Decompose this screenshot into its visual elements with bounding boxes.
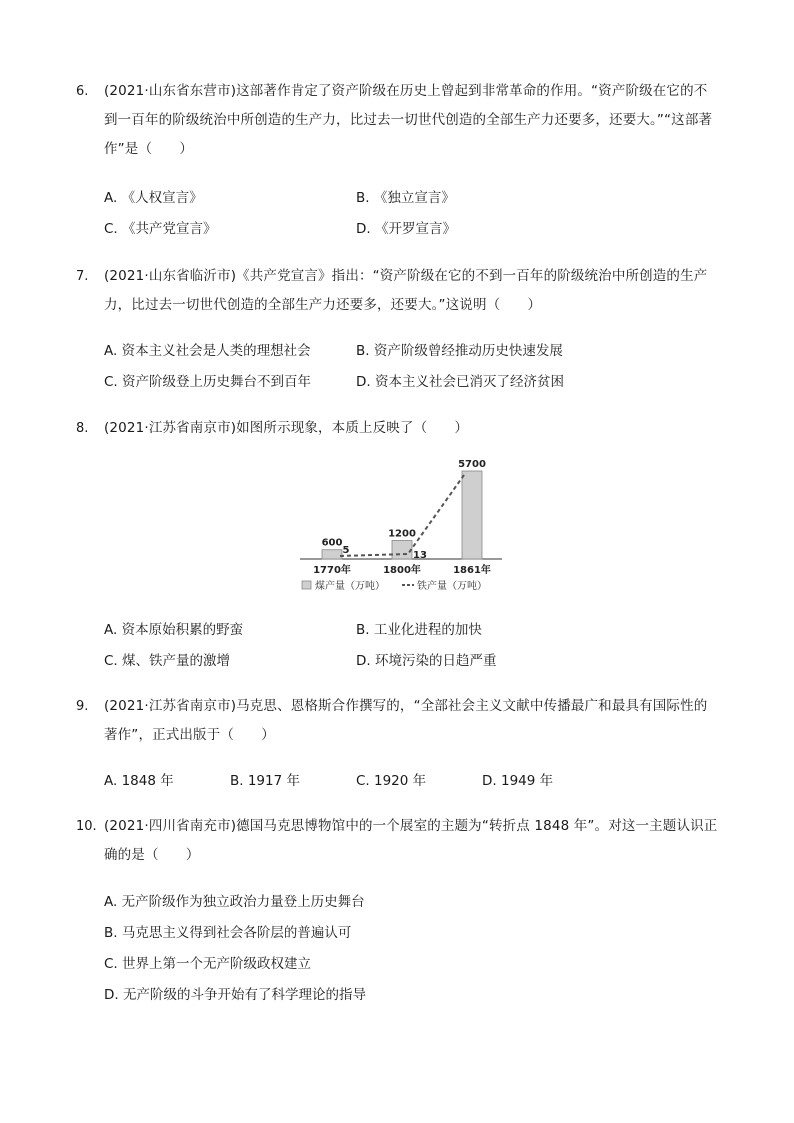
coal-bar <box>392 540 412 559</box>
question-number: 6. <box>76 84 89 99</box>
question-number: 10. <box>76 819 97 834</box>
option-b[interactable]: B. 资产阶级曾经推动历史快速发展 <box>356 343 563 359</box>
question-stem: (2021·四川省南充市)德国马克思博物馆中的一个展室的主题为“转折点 1848 年”。对这一主题认识正确的是（ ） <box>104 818 718 863</box>
option-c[interactable]: C. 《共产党宣言》 <box>104 221 217 237</box>
coal-data-label: 5700 <box>458 459 486 470</box>
iron-data-label: 13 <box>413 550 427 561</box>
coal-bar <box>462 471 482 559</box>
coal-data-label: 1200 <box>388 528 416 540</box>
option-a[interactable]: A. 资本原始积累的野蛮 <box>104 622 244 638</box>
option-d[interactable]: D. 1949 年 <box>482 773 554 789</box>
option-c[interactable]: C. 煤、铁产量的激增 <box>104 653 231 669</box>
iron-data-label: 5 <box>342 545 350 556</box>
coal-data-label: 600 <box>321 537 343 549</box>
coal-iron-chart <box>296 456 502 608</box>
category-label: 1861年 <box>453 565 491 576</box>
category-label: 1770年 <box>313 565 351 576</box>
option-a[interactable]: A. 《人权宣言》 <box>104 190 203 206</box>
option-b[interactable]: B. 工业化进程的加快 <box>356 622 482 638</box>
option-d[interactable]: D. 无产阶级的斗争开始有了科学理论的指导 <box>104 987 366 1003</box>
question-number: 8. <box>76 421 89 436</box>
legend-iron-label: 铁产量（万吨） <box>417 581 487 592</box>
question-stem: (2021·山东省临沂市)《共产党宣言》指出：“资产阶级在它的不到一百年的阶级统治中所创造的生产力，比过去一切世代创造的全部生产力还要多，还要大。”这说明（ ） <box>104 268 708 313</box>
option-d[interactable]: D. 《开罗宣言》 <box>356 221 456 237</box>
option-c[interactable]: C. 1920 年 <box>356 773 427 789</box>
coal-bar <box>322 550 342 559</box>
legend-coal-label: 煤产量（万吨） <box>315 581 385 592</box>
option-a[interactable]: A. 资本主义社会是人类的理想社会 <box>104 343 311 359</box>
option-d[interactable]: D. 资本主义社会已消灭了经济贫困 <box>356 374 564 390</box>
chart-svg <box>296 456 502 608</box>
option-a[interactable]: A. 无产阶级作为独立政治力量登上历史舞台 <box>104 894 365 910</box>
question-stem: (2021·江苏省南京市)如图所示现象，本质上反映了（ ） <box>104 420 469 436</box>
option-b[interactable]: B. 马克思主义得到社会各阶层的普遍认可 <box>104 925 352 941</box>
question-stem: (2021·江苏省南京市)马克思、恩格斯合作撰写的，“全部社会主义文献中传播最广和最具有国际性的著作”，正式出版于（ ） <box>104 698 708 743</box>
option-b[interactable]: B. 1917 年 <box>230 773 300 789</box>
question-number: 9. <box>76 699 89 714</box>
option-a[interactable]: A. 1848 年 <box>104 773 174 789</box>
option-c[interactable]: C. 资产阶级登上历史舞台不到百年 <box>104 374 312 390</box>
question-number: 7. <box>76 269 89 284</box>
category-label: 1800年 <box>383 565 421 576</box>
question-stem: (2021·山东省东营市)这部著作肯定了资产阶级在历史上曾起到非常革命的作用。“资产阶级在它的不到一百年的阶级统治中所创造的生产力，比过去一切世代创造的全部生产力还要多，还要大。”“这部著作”是（ ） <box>104 83 713 157</box>
option-c[interactable]: C. 世界上第一个无产阶级政权建立 <box>104 956 312 972</box>
option-d[interactable]: D. 环境污染的日趋严重 <box>356 653 497 669</box>
option-b[interactable]: B. 《独立宣言》 <box>356 190 455 206</box>
legend-coal-swatch <box>302 581 311 589</box>
